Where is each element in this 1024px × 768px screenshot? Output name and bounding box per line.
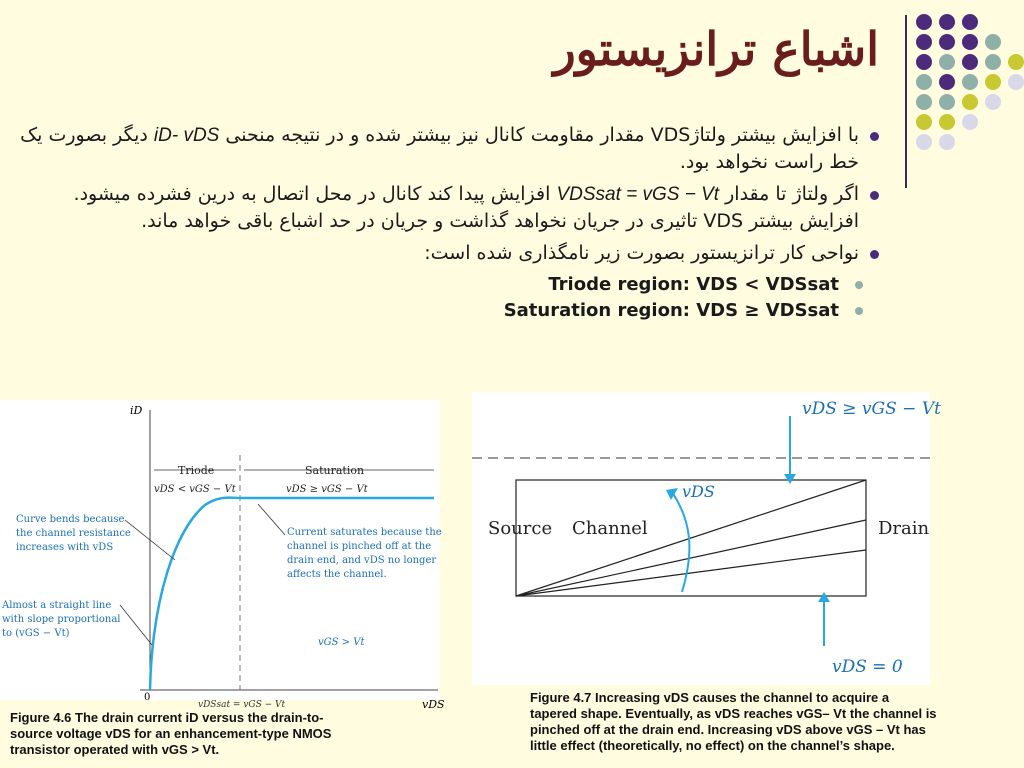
decorative-dot	[962, 74, 978, 90]
y-axis-label: iD	[130, 404, 143, 417]
source-label: Source	[488, 518, 553, 539]
figure-4-6-caption	[10, 710, 420, 758]
x-axis-label: vDS	[422, 698, 445, 711]
divider-line	[905, 15, 907, 188]
decorative-dot	[916, 94, 932, 110]
saturation-region-text: Saturation region: VDS ≥ VDSsat	[503, 300, 839, 321]
bottom-arrowhead	[818, 592, 830, 602]
caption-line: source voltage vDS for an enhancement-type NMOS	[10, 726, 332, 741]
saturation-condition: vDS ≥ vGS − Vt	[286, 484, 368, 495]
sub-bullet-saturation	[19, 298, 879, 324]
caption-line: pinched off at the drain end. Increasing vDS above vGS – Vt has	[530, 722, 926, 737]
origin-label: 0	[144, 692, 151, 703]
decorative-dot	[985, 54, 1001, 70]
caption-line: Figure 4.7 Increasing vDS causes the channel to acquire a	[530, 690, 890, 705]
vdssat-label: vDSsat = vGS − Vt	[198, 700, 286, 710]
gate-condition: vGS > Vt	[318, 637, 365, 648]
decorative-dot	[962, 14, 978, 30]
decorative-dot	[939, 34, 955, 50]
bullet-2	[19, 181, 879, 234]
decorative-dot	[985, 94, 1001, 110]
caption-line: tapered shape. Eventually, as vDS reaches vGS– Vt the channel is	[530, 706, 937, 721]
bullet-1-text-a: با افزایش بیشتر ولتاژ	[690, 124, 859, 146]
decorative-dot	[916, 74, 932, 90]
note-current-saturates: Current saturates because the channel is pinched off at the drain end, and vDS no longer affects the channel.	[287, 527, 442, 580]
decorative-dot	[962, 34, 978, 50]
triode-label: Triode	[178, 464, 215, 477]
figure-4-7-caption	[530, 690, 1018, 754]
decorative-dot	[916, 114, 932, 130]
bottom-condition-label: vDS = 0	[832, 657, 903, 677]
figure-4-7-panel	[472, 392, 941, 685]
bullet-3	[19, 240, 879, 266]
decorative-dot	[939, 94, 955, 110]
note-straight-line-leader	[120, 605, 152, 645]
decorative-dot	[962, 94, 978, 110]
channel-label: Channel	[572, 518, 648, 539]
decorative-dot	[939, 74, 955, 90]
note-current-saturates-leader	[258, 504, 285, 535]
decorative-dot	[916, 14, 932, 30]
slide-title: اشباع ترانزیستور	[553, 22, 879, 76]
triode-condition: vDS < vGS − Vt	[154, 484, 236, 495]
taper-line-3	[516, 550, 866, 596]
decorative-dot	[985, 34, 1001, 50]
bullet-2-text-b: افزایش پیدا کند کانال در محل اتصال به درین فشرده میشود. افزایش بیشتر VDS تاثیری در جریان نخواهد گذاشت و جریان در حد اشباع باقی خواهد ماند.	[73, 183, 859, 232]
note-straight-line: Almost a straight line with slope proportional to (vGS − Vt)	[2, 600, 121, 639]
caption-line: Figure 4.6 The drain current iD versus the drain-to-	[10, 710, 324, 725]
top-condition-label: vDS ≥ vGS − Vt	[802, 399, 941, 419]
decorative-dot	[962, 114, 978, 130]
bullet-1-text-b: مقدار مقاومت کانال نیز بیشتر شده و در نتیجه منحنی	[219, 124, 645, 146]
taper-line-2	[516, 520, 866, 596]
decorative-dot	[939, 54, 955, 70]
decorative-dot	[939, 114, 955, 130]
note-curve-bends: Curve bends because the channel resistance increases with vDS	[16, 514, 131, 553]
caption-line: transistor operated with vGS > Vt.	[10, 742, 220, 757]
decorative-dot	[985, 74, 1001, 90]
decorative-dot	[916, 34, 932, 50]
decorative-dot	[1008, 54, 1024, 70]
bullet-2-text-a: اگر ولتاژ تا مقدار	[725, 183, 859, 205]
figure-4-6-graph	[0, 400, 445, 711]
sub-bullet-triode	[19, 272, 879, 298]
top-arrowhead	[784, 474, 796, 484]
caption-line: little effect (theoretically, no effect) on the channel’s shape.	[530, 738, 895, 753]
bullet-2-equation: VDSsat = vGS − Vt	[556, 184, 720, 205]
vds-arrow-label: vDS	[682, 482, 715, 501]
decorative-dot	[939, 14, 955, 30]
decorative-dot	[939, 134, 955, 150]
decorative-dot	[916, 134, 932, 150]
bullet-1-id-vds: iD- vDS	[153, 125, 220, 146]
bullet-1-vds: VDS	[650, 124, 691, 146]
bullet-list	[19, 122, 879, 324]
drain-label: Drain	[878, 518, 930, 539]
figure-4-6-panel	[0, 400, 445, 711]
triode-region-text: Triode region: VDS < VDSsat	[548, 274, 839, 295]
decorative-dot	[916, 54, 932, 70]
figure-4-7-diagram	[472, 392, 941, 685]
decorative-dot	[962, 54, 978, 70]
bullet-1-text-c: دیگر بصورت یک خط راست نخواهد بود.	[20, 124, 859, 173]
saturation-label: Saturation	[305, 464, 365, 477]
bullet-3-text: نواحی کار ترانزیستور بصورت زیر نامگذاری شده است:	[424, 242, 859, 264]
decorative-dot	[1008, 74, 1024, 90]
bullet-1	[19, 122, 879, 175]
